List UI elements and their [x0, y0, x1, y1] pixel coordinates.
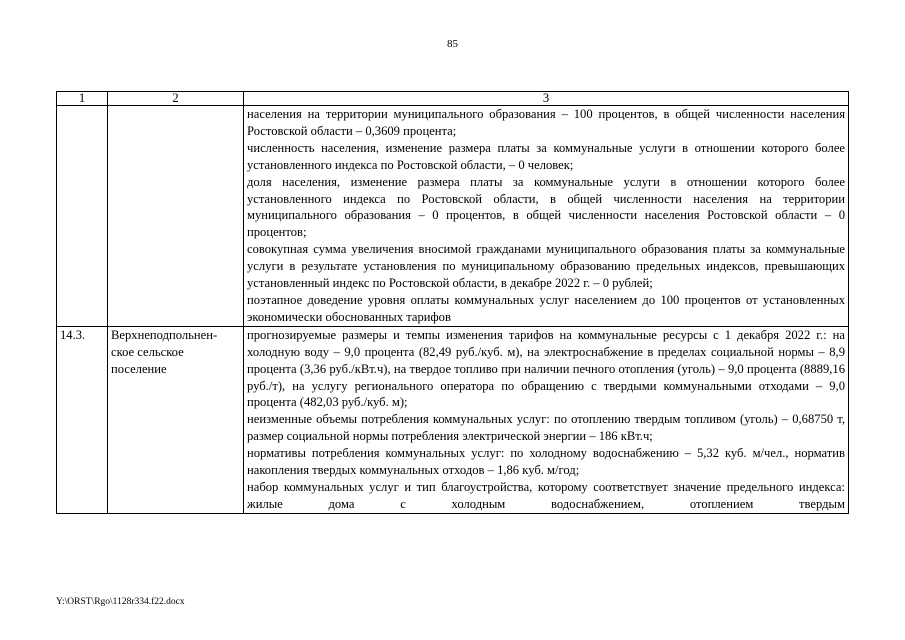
paragraph: набор коммунальных услуг и тип благоустройства, которому соответствует значение предельного индекса: жилые дома с холодным водоснабжением, отоплением твердым — [247, 479, 845, 511]
header-cell-3: 3 — [244, 92, 849, 106]
row-content-cell — [244, 106, 849, 327]
table-row — [57, 326, 849, 513]
table-header-row — [57, 92, 849, 106]
paragraph: нормативы потребления коммунальных услуг: по холодному водоснабжению – 5,32 куб. м/чел., норматив накопления твердых коммунальных отходов – 1,86 куб. м/год; — [247, 446, 845, 478]
row-name-cell: Верхнеподпольнен-ское сельское поселение — [108, 326, 244, 513]
row-number-cell — [57, 106, 108, 327]
table-row — [57, 106, 849, 327]
paragraph: поэтапное доведение уровня оплаты коммунальных услуг населением до 100 процентов от установленных экономически обоснованных тарифов — [247, 292, 845, 324]
row-content-cell — [244, 326, 849, 513]
paragraph: численность населения, изменение размера платы за коммунальные услуги в отношении которого более установленного индекса по Ростовской области, – 0 человек; — [247, 140, 845, 172]
footer-file-path: Y:\ORST\Rgo\1128r334.f22.docx — [56, 597, 185, 607]
paragraph: населения на территории муниципального образования – 100 процентов, в общей численности населения Ростовской области – 0,3609 процента; — [247, 107, 845, 138]
row-number-cell: 14.3. — [57, 326, 108, 513]
paragraph: совокупная сумма увеличения вносимой гражданами муниципального образования платы за коммунальные услуги в результате установления по муниципальному образованию предельных индексов, превышающих установленный индекс по Ростовской области, в декабре 2022 г. – 0 рублей; — [247, 242, 845, 291]
paragraph: неизменные объемы потребления коммунальных услуг: по отоплению твердым топливом (уголь) – 0,68750 т, размер социальной нормы потребления электрической энергии – 186 кВт.ч; — [247, 412, 845, 444]
page-number: 85 — [447, 38, 458, 50]
header-cell-2: 2 — [108, 92, 244, 106]
row-name-cell — [108, 106, 244, 327]
document-table — [56, 91, 849, 514]
paragraph: доля населения, изменение размера платы за коммунальные услуги в отношении которого более установленного индекса по Ростовской области, в общей численности населения на территории муниципального образования – 0 процентов, в общей численности населения Ростовской области – 0 процентов; — [247, 174, 845, 240]
paragraph: прогнозируемые размеры и темпы изменения тарифов на коммунальные ресурсы с 1 декабря 2022 г.: на холодную воду – 9,0 процента (82,49 руб./куб. м), на электроснабжение в пределах социальной нормы – 8,9 процента (3,36 руб./кВт.ч), на твердое топливо при наличии печного отопления (уголь) – 9,0 процента (8889,16 руб./т), на услугу регионального оператора по обращению с твердыми коммунальными отходами – 9,0 процента (482,03 руб./куб. м); — [247, 327, 845, 410]
header-cell-1: 1 — [57, 92, 108, 106]
